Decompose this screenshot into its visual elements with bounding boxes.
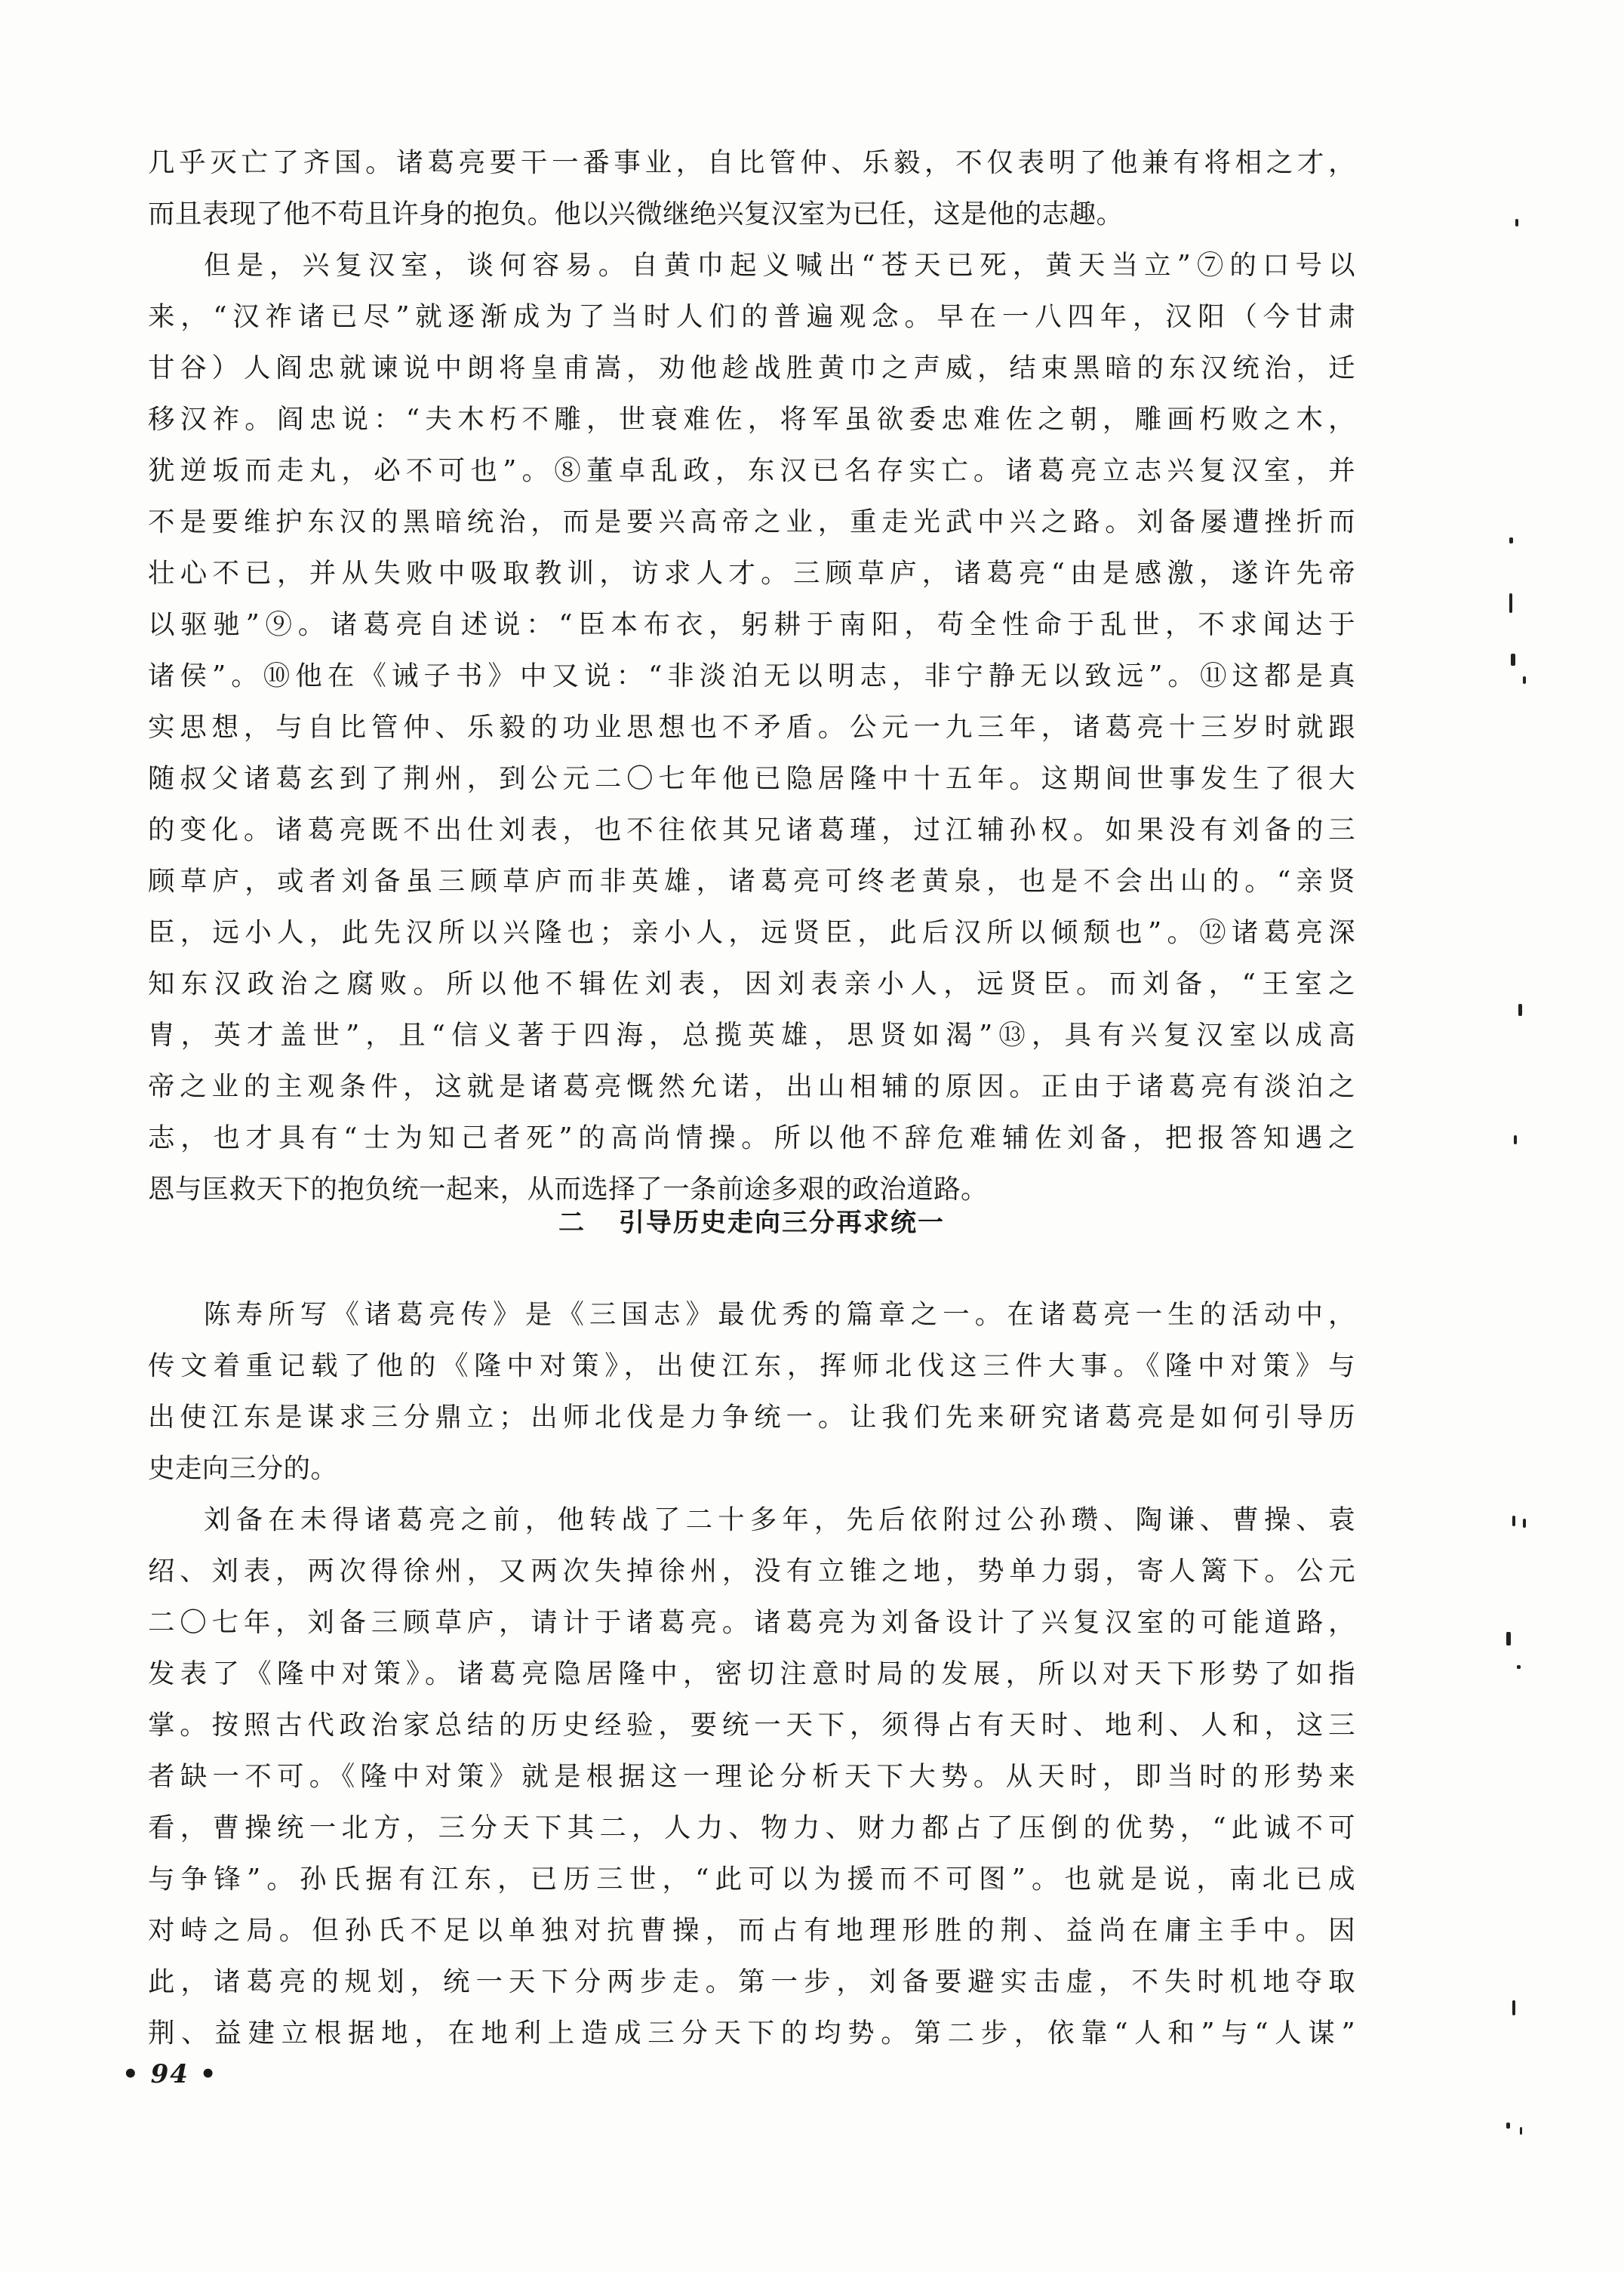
- text-line: 移汉祚。阎忠说：“夫木朽不雕，世衰难佐，将军虽欲委忠难佐之朝，雕画朽败之木，: [148, 404, 1355, 435]
- text-line: 发表了《隆中对策》。诸葛亮隐居隆中，密切注意时局的发展，所以对天下形势了如指: [148, 1658, 1355, 1689]
- scan-speck: [1517, 1665, 1521, 1669]
- text-line: 来，“汉祚诸已尽”就逐渐成为了当时人们的普遍观念。早在一八四年，汉阳（今甘肃: [148, 301, 1355, 332]
- page-number: • 94 •: [122, 2059, 218, 2089]
- text-line: 知东汉政治之腐败。所以他不辑佐刘表，因刘表亲小人，远贤臣。而刘备，“王室之: [148, 968, 1355, 999]
- section-heading: [148, 1202, 1355, 1239]
- text-line: 志，也才具有“士为知己者死”的高尚情操。所以他不辞危难辅佐刘备，把报答知遇之: [148, 1122, 1355, 1153]
- section-number: 二: [558, 1208, 586, 1238]
- scan-speck: [1506, 1632, 1511, 1646]
- text-line: 诸侯”。⑩他在《诫子书》中又说：“非淡泊无以明志，非宁静无以致远”。⑪这都是真: [148, 660, 1355, 691]
- paragraph-continued: [148, 137, 1355, 240]
- text-line: 甘谷）人阎忠就谏说中朗将皇甫嵩，劝他趁战胜黄巾之声威，结束黑暗的东汉统治，迁: [148, 352, 1355, 383]
- text-line: 壮心不已，并从失败中吸取教训，访求人才。三顾草庐，诸葛亮“由是感激，遂许先帝: [148, 558, 1355, 589]
- text-line: 不是要维护东汉的黑暗统治，而是要兴高帝之业，重走光武中兴之路。刘备屡遭挫折而: [148, 506, 1355, 537]
- text-line: 恩与匡救天下的抱负统一起来，从而选择了一条前途多艰的政治道路。: [148, 1174, 988, 1205]
- text-line: 臣，远小人，此先汉所以兴隆也；亲小人，远贤臣，此后汉所以倾颓也”。⑫诸葛亮深: [148, 917, 1355, 948]
- text-line: 以驱驰”⑨。诸葛亮自述说：“臣本布衣，躬耕于南阳，苟全性命于乱世，不求闻达于: [148, 609, 1355, 640]
- scan-speck: [1523, 1519, 1526, 1528]
- text-line: 者缺一不可。《隆中对策》就是根据这一理论分析天下大势。从天时，即当时的形势来: [148, 1761, 1355, 1792]
- text-line: 实思想，与自比管仲、乐毅的功业思想也不矛盾。公元一九三年，诸葛亮十三岁时就跟: [148, 712, 1355, 743]
- scan-speck: [1518, 1004, 1522, 1016]
- scan-speck: [1515, 219, 1518, 226]
- text-line: 胄，英才盖世”，且“信义著于四海，总揽英雄，思贤如渴”⑬，具有兴复汉室以成高: [148, 1020, 1355, 1051]
- paragraph-2: [148, 240, 1355, 1215]
- text-line: 看，曹操统一北方，三分天下其二，人力、物力、财力都占了压倒的优势，“此诚不可: [148, 1812, 1355, 1843]
- text-line: 对峙之局。但孙氏不足以单独对抗曹操，而占有地理形胜的荆、益尚在庸主手中。因: [148, 1915, 1355, 1946]
- text-line: 荆、益建立根据地，在地利上造成三分天下的均势。第二步，依靠“人和”与“人谋”: [148, 2018, 1355, 2049]
- scan-speck: [1512, 1516, 1515, 1526]
- text-line: 随叔父诸葛玄到了荆州，到公元二〇七年他已隐居隆中十五年。这期间世事发生了很大: [148, 763, 1355, 794]
- scan-speck: [1520, 2127, 1522, 2135]
- scan-speck: [1523, 676, 1526, 684]
- text-line: 与争锋”。孙氏据有江东，已历三世，“此可以为援而不可图”。也就是说，南北已成: [148, 1864, 1355, 1895]
- scan-speck: [1511, 654, 1515, 666]
- text-line: 几乎灭亡了齐国。诸葛亮要干一番事业，自比管仲、乐毅，不仅表明了他兼有将相之才，: [148, 147, 1355, 178]
- text-line: 绍、刘表，两次得徐州，又两次失掉徐州，没有立锥之地，势单力弱，寄人篱下。公元: [148, 1556, 1355, 1587]
- text-line: 陈寿所写《诸葛亮传》是《三国志》最优秀的篇章之一。在诸葛亮一生的活动中，: [204, 1299, 1355, 1330]
- text-line: 传文着重记载了他的《隆中对策》，出使江东，挥师北伐这三件大事。《隆中对策》与: [148, 1350, 1355, 1381]
- text-line: 二〇七年，刘备三顾草庐，请计于诸葛亮。诸葛亮为刘备设计了兴复汉室的可能道路，: [148, 1607, 1355, 1638]
- text-line: 掌。按照古代政治家总结的历史经验，要统一天下，须得占有天时、地利、人和，这三: [148, 1710, 1355, 1741]
- text-line: 的变化。诸葛亮既不出仕刘表，也不往依其兄诸葛瑾，过江辅孙权。如果没有刘备的三: [148, 814, 1355, 845]
- text-line: 此，诸葛亮的规划，统一天下分两步走。第一步，刘备要避实击虚，不失时机地夺取: [148, 1966, 1355, 1997]
- scan-speck: [1506, 2123, 1510, 2129]
- text-line: 顾草庐，或者刘备虽三顾草庐而非英雄，诸葛亮可终老黄泉，也是不会出山的。“亲贤: [148, 866, 1355, 897]
- text-line: 刘备在未得诸葛亮之前，他转战了二十多年，先后依附过公孙瓒、陶谦、曹操、袁: [204, 1504, 1355, 1535]
- text-line: 史走向三分的。: [148, 1453, 338, 1484]
- text-line: 出使江东是谋求三分鼎立；出师北伐是力争统一。让我们先来研究诸葛亮是如何引导历: [148, 1402, 1355, 1433]
- section-title: 引导历史走向三分再求统一: [619, 1208, 945, 1238]
- scan-speck: [1509, 593, 1512, 613]
- text-line: 犹逆坂而走丸，必不可也”。⑧董卓乱政，东汉已名存实亡。诸葛亮立志兴复汉室，并: [148, 455, 1355, 486]
- paragraph-3: [148, 1289, 1355, 1495]
- scan-speck: [1514, 1135, 1517, 1144]
- scan-speck: [1512, 2000, 1515, 2015]
- text-line: 帝之业的主观条件，这就是诸葛亮慨然允诺，出山相辅的原因。正由于诸葛亮有淡泊之: [148, 1071, 1355, 1102]
- paragraph-4: [148, 1495, 1355, 2059]
- text-line: 但是，兴复汉室，谈何容易。自黄巾起义喊出“苍天已死，黄天当立”⑦的口号以: [204, 250, 1355, 281]
- scan-speck: [1509, 537, 1513, 543]
- text-line: 而且表现了他不苟且许身的抱负。他以兴微继绝兴复汉室为已任，这是他的志趣。: [148, 199, 1124, 229]
